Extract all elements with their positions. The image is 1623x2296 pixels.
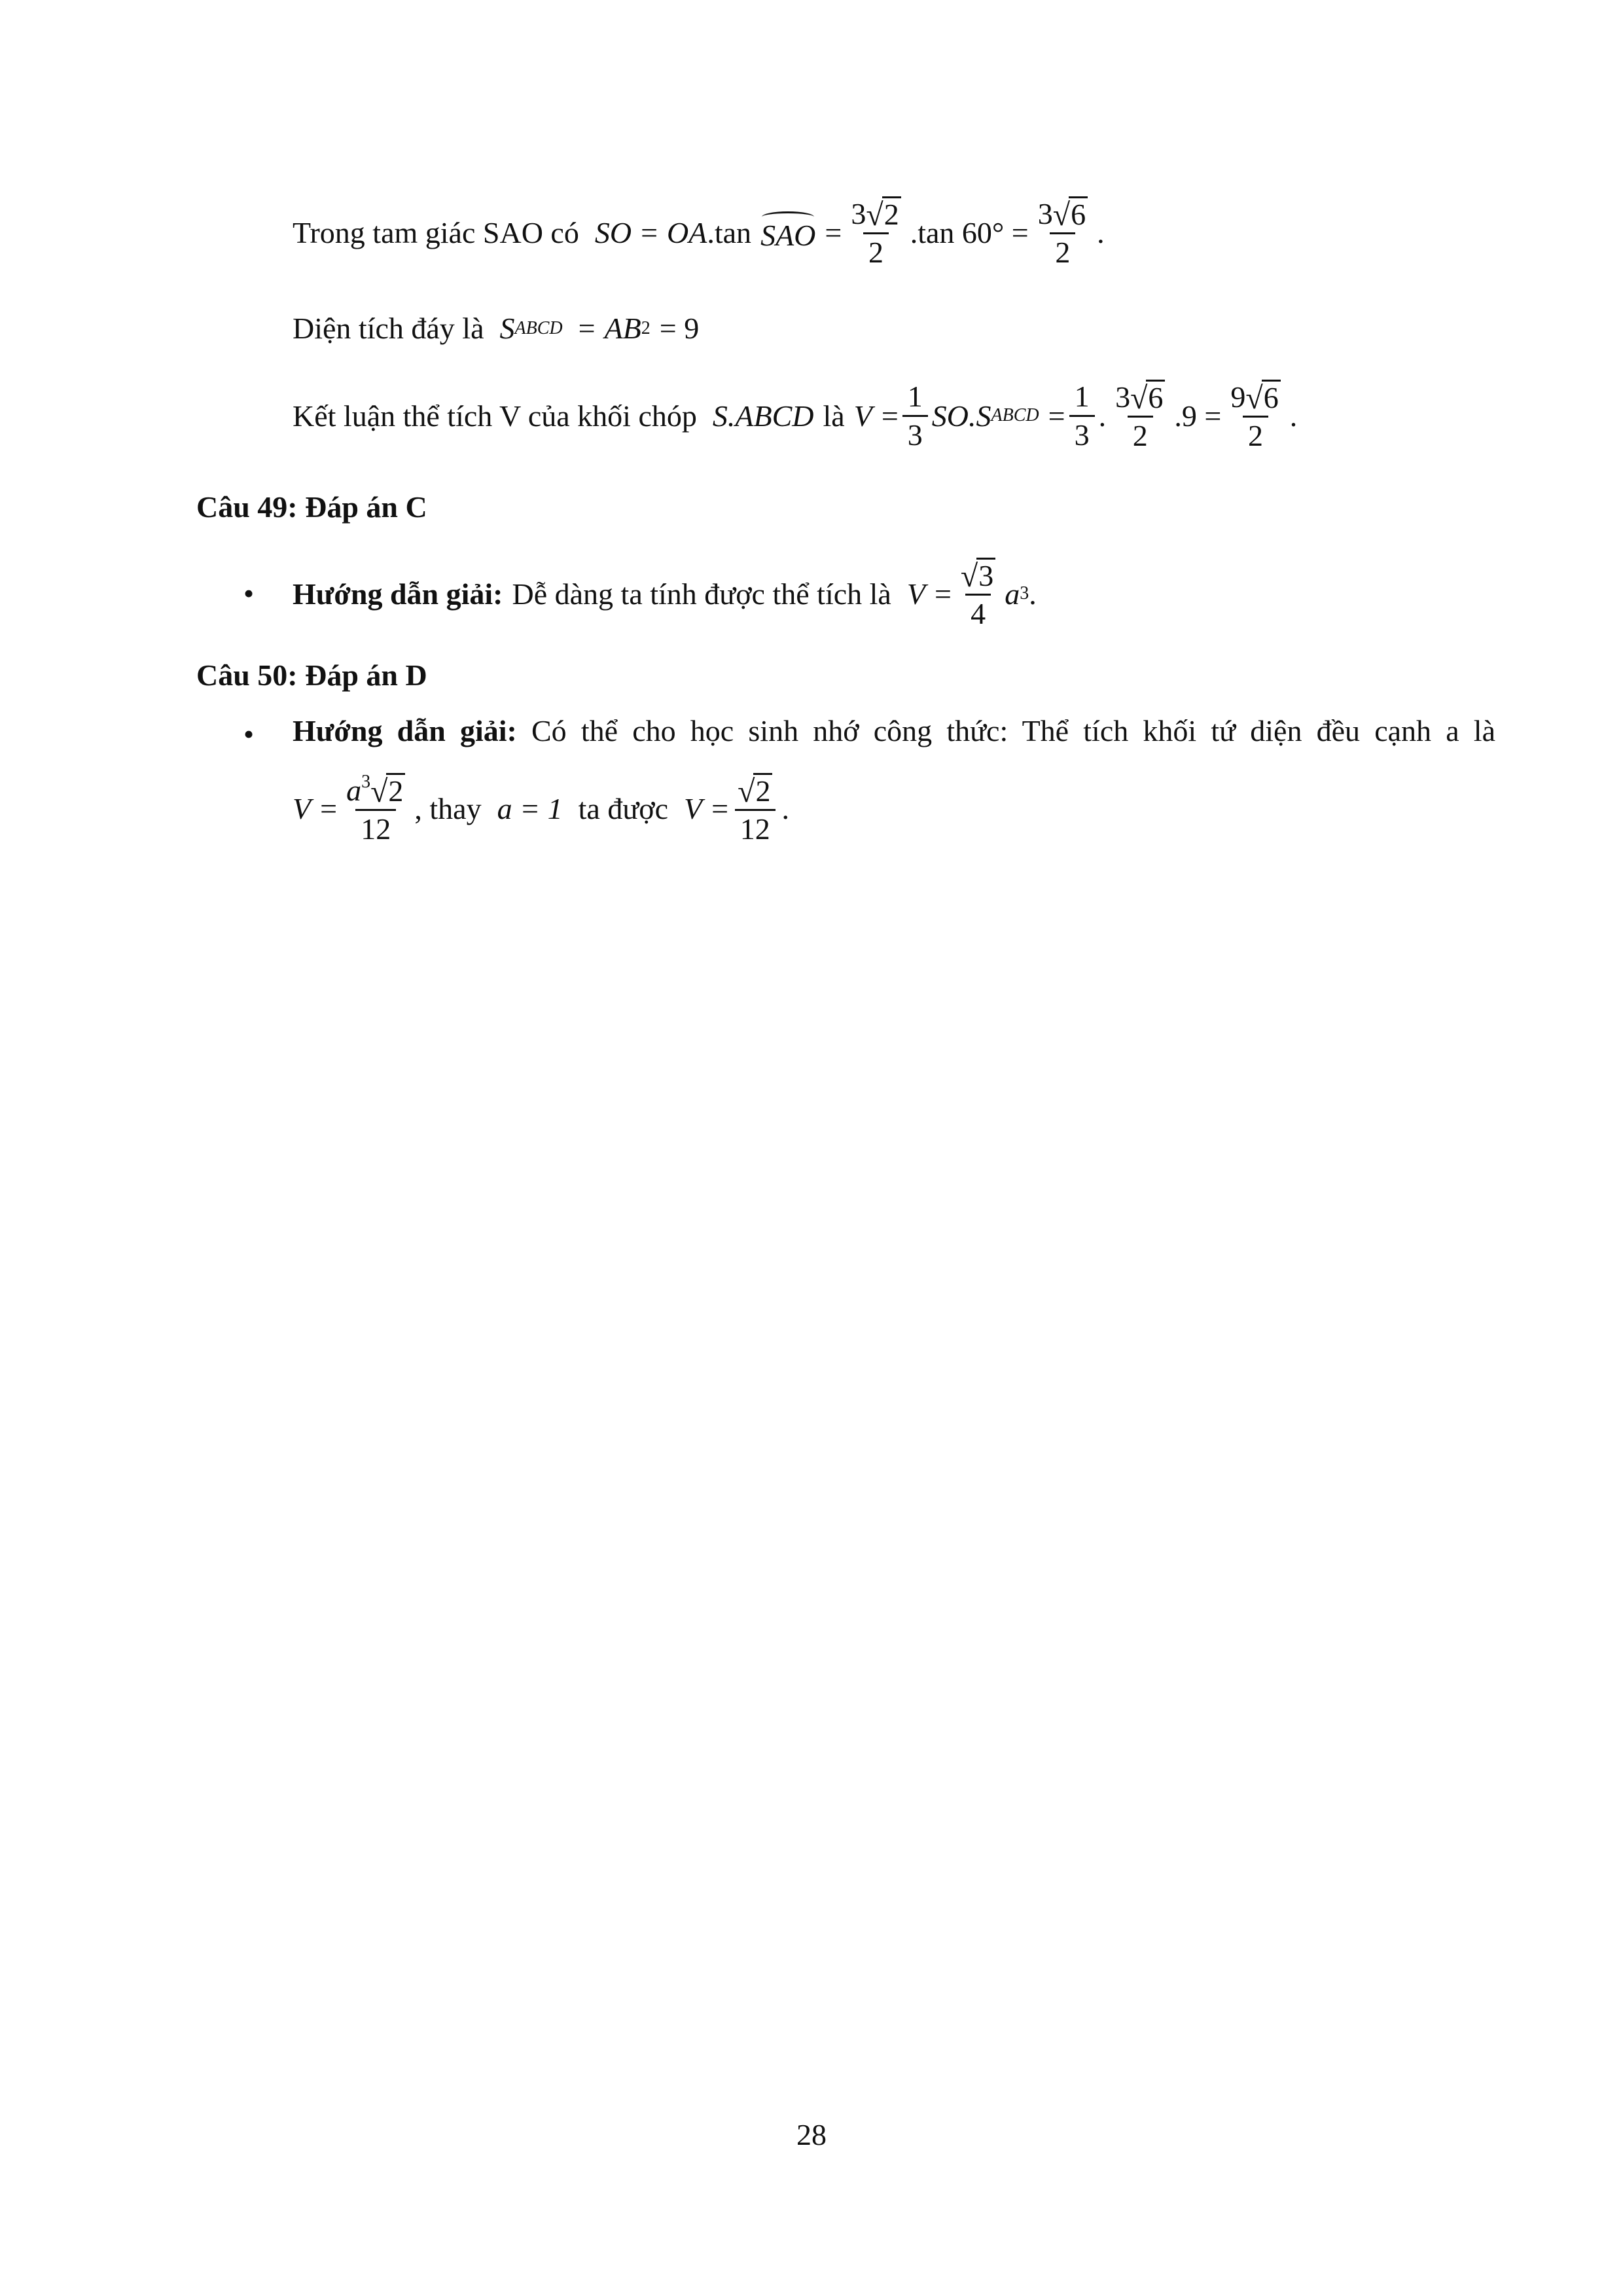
fraction-3sqrt6-over-2: 3 √ 6 2 bbox=[1110, 380, 1170, 452]
text-ket-luan: Kết luận thể tích V của khối chóp bbox=[293, 399, 697, 433]
fraction-1-over-3-b: $\frac{1}{3}$ bbox=[1069, 381, 1095, 452]
page-number: 28 bbox=[796, 2118, 827, 2151]
math-exp: 2 bbox=[641, 317, 651, 338]
math-eq: = bbox=[641, 215, 658, 249]
text-de-dang: Dễ dàng ta tính được thể tích là bbox=[512, 577, 891, 611]
formula-line-50 bbox=[293, 772, 789, 846]
math-so: SO bbox=[594, 215, 632, 249]
math-tan: tan bbox=[714, 215, 752, 249]
math-dot: . bbox=[1098, 399, 1107, 433]
answer-line-50 bbox=[293, 713, 1495, 748]
math-tan-60: .tan 60° = bbox=[910, 215, 1029, 249]
bullet-icon: • bbox=[243, 577, 255, 610]
math-end: . bbox=[1029, 577, 1037, 611]
fraction-sqrt2-over-12: √ 2 12 bbox=[732, 773, 777, 846]
math-end: . bbox=[1289, 399, 1298, 433]
math-a: a bbox=[1005, 577, 1020, 611]
math-oa: OA bbox=[667, 215, 707, 249]
math-end: . bbox=[781, 792, 789, 826]
text-trong-tam-giac: Trong tam giác SAO có bbox=[293, 215, 579, 249]
math-eq: = bbox=[881, 399, 899, 433]
math-so-s: SO.S bbox=[931, 399, 991, 433]
equation-line-so bbox=[293, 196, 1105, 269]
equation-line-area bbox=[293, 311, 699, 346]
math-exp: 3 bbox=[1020, 583, 1029, 604]
heading-cau-49: Câu 49: Đáp án C bbox=[196, 490, 427, 524]
fraction-1-over-3: $\frac{1}{3}$ bbox=[902, 381, 928, 452]
math-dot: . bbox=[707, 215, 715, 249]
math-v: V bbox=[293, 792, 312, 826]
answer-line-49 bbox=[293, 558, 1037, 630]
math-eq: = bbox=[934, 577, 952, 611]
math-rhs-9: = 9 bbox=[659, 312, 700, 345]
fraction-sqrt3-over-4: √ 3 4 bbox=[955, 558, 1001, 630]
math-s: S bbox=[499, 312, 515, 345]
math-v: V bbox=[684, 792, 703, 826]
math-angle-sao: SAO bbox=[760, 213, 815, 253]
math-sub-abcd: ABCD bbox=[514, 317, 563, 338]
fraction-a3sqrt2-over-12: $a^3$ √ 2 12 bbox=[341, 772, 410, 846]
math-pyramid: S.ABCD bbox=[712, 399, 814, 433]
math-eq: = bbox=[578, 312, 596, 345]
fraction-9sqrt6-over-2: 9 √ 6 2 bbox=[1225, 380, 1285, 452]
math-eq: = bbox=[825, 215, 842, 249]
math-a-eq-1: a = 1 bbox=[497, 792, 563, 826]
math-v: V bbox=[853, 399, 872, 433]
math-end: . bbox=[1097, 215, 1105, 249]
text-co-the: Có thể cho học sinh nhớ công thức: Thể tích khối tứ diện đều cạnh a là bbox=[531, 714, 1495, 747]
fraction-3sqrt6-over-2: 3 √ 6 2 bbox=[1033, 196, 1093, 269]
math-eq: = bbox=[320, 792, 338, 826]
bullet-icon: • bbox=[243, 717, 255, 751]
fraction-3sqrt2-over-2: 3 √ 2 2 bbox=[846, 196, 906, 269]
math-eq: = bbox=[1048, 399, 1065, 433]
label-huong-dan: Hướng dẫn giải: bbox=[293, 577, 503, 611]
math-eq: = bbox=[711, 792, 729, 826]
math-ab: AB bbox=[604, 312, 641, 345]
math-v: V bbox=[906, 577, 925, 611]
label-huong-dan: Hướng dẫn giải: bbox=[293, 714, 517, 747]
text-dien-tich: Diện tích đáy là bbox=[293, 312, 484, 345]
heading-cau-50: Câu 50: Đáp án D bbox=[196, 658, 427, 692]
math-sub-abcd: ABCD bbox=[991, 405, 1039, 426]
math-nine: .9 = bbox=[1174, 399, 1222, 433]
equation-line-volume bbox=[293, 380, 1297, 452]
text-ta-duoc: ta được bbox=[578, 792, 669, 826]
text-thay: , thay bbox=[414, 792, 482, 826]
text-la: là bbox=[823, 399, 845, 433]
